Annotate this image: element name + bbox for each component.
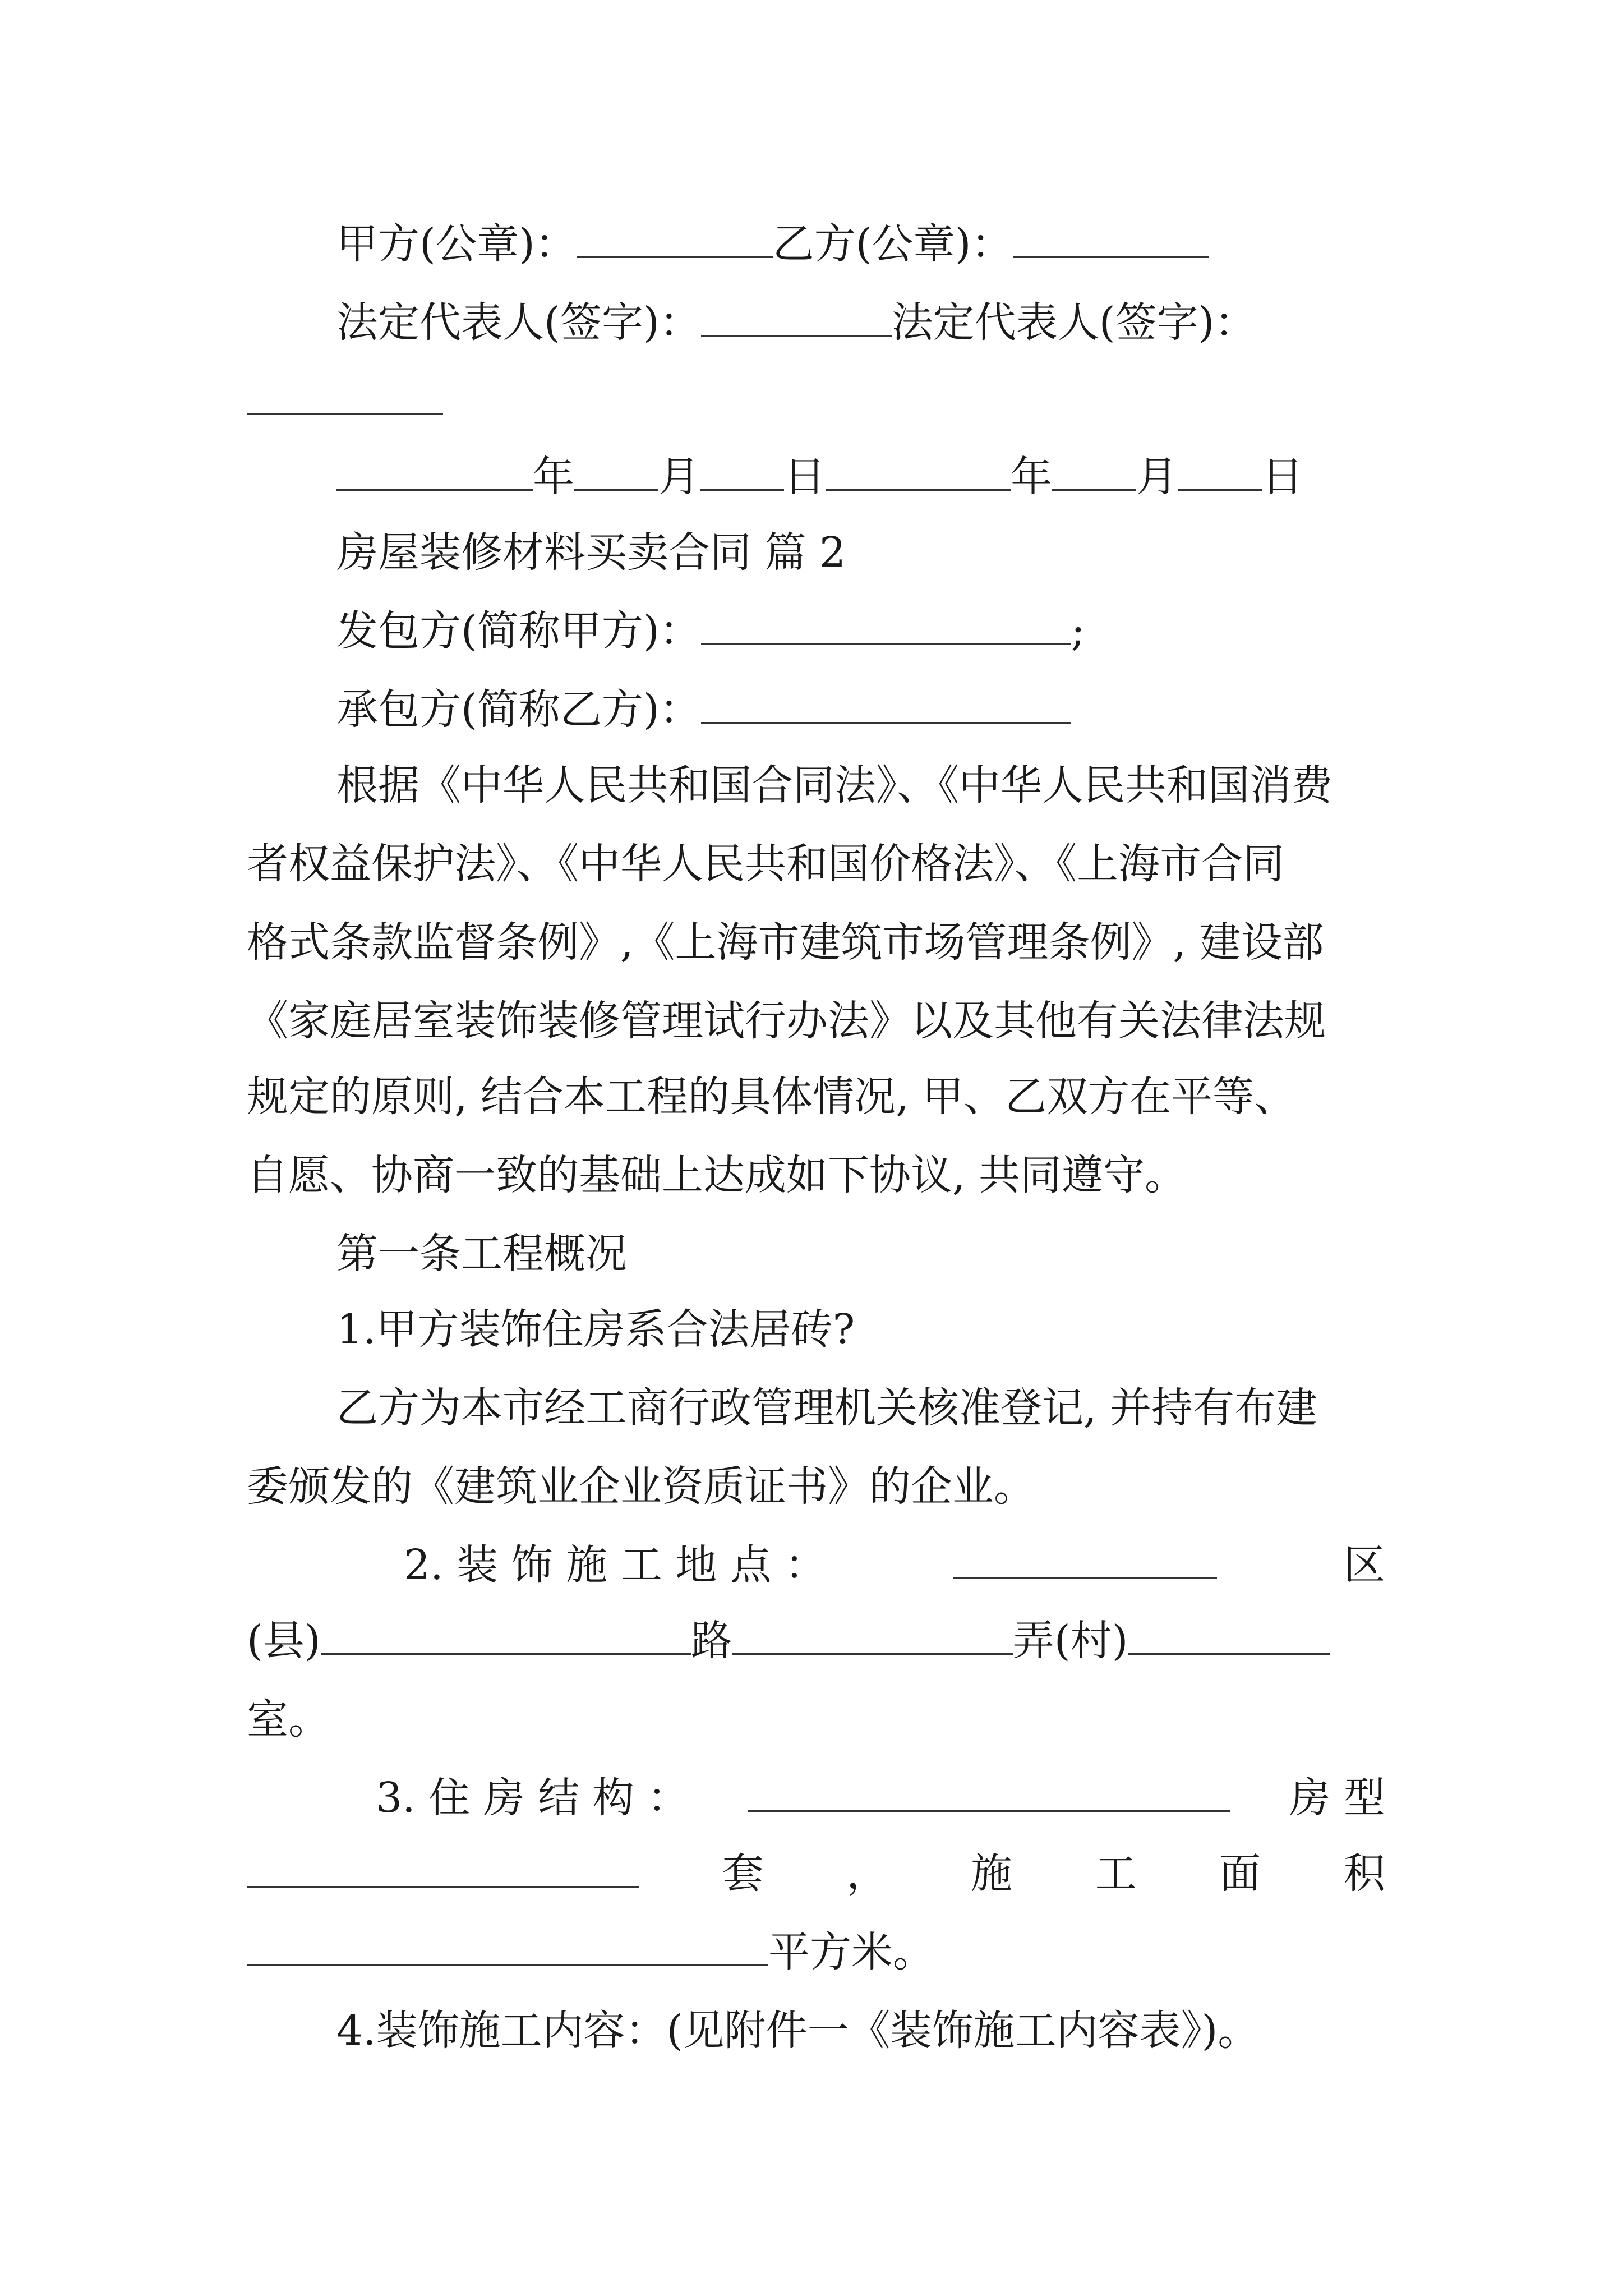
year-a-blank[interactable] xyxy=(336,450,533,491)
para1-line: 《家庭居室装饰装修管理试行办法》以及其他有关法律法规 xyxy=(247,997,1326,1045)
month-b-blank[interactable] xyxy=(1052,450,1136,491)
employer-blank[interactable] xyxy=(701,604,1071,645)
area-char: 面 xyxy=(1219,1849,1261,1898)
para1-line: 者权益保护法》、《中华人民共和国价格法》、《上海市合同 xyxy=(247,840,1284,888)
rep-b-blank[interactable] xyxy=(247,374,443,415)
item2-district: 区 xyxy=(1343,1541,1385,1589)
para2-line: 委颁发的《建筑业企业资质证书》的企业。 xyxy=(247,1462,1035,1511)
year-b-label: 年 xyxy=(1011,453,1052,501)
day-b-blank[interactable] xyxy=(1178,450,1262,491)
rep-b-blank-line xyxy=(247,373,443,429)
item3-area-line xyxy=(247,1924,934,1980)
item3-type: 房 型 xyxy=(1289,1774,1385,1822)
area-char: 工 xyxy=(1095,1849,1137,1898)
area-char: 施 xyxy=(970,1849,1012,1898)
month-a-blank[interactable] xyxy=(574,450,658,491)
employer-line xyxy=(336,603,1085,659)
area-blank[interactable] xyxy=(247,1925,768,1966)
road-label: 路 xyxy=(690,1617,732,1665)
item2-line xyxy=(404,1537,1385,1593)
date-line xyxy=(336,449,1303,505)
rep-a-blank[interactable] xyxy=(701,296,892,337)
year-a-label: 年 xyxy=(533,453,574,501)
employer-label: 发包方(简称甲方)： xyxy=(336,607,701,655)
month-a-label: 月 xyxy=(658,453,700,501)
rep-b-label: 法定代表人(签字)： xyxy=(891,298,1256,347)
para2-line: 乙方为本市经工商行政管理机关核准登记, 并持有布建 xyxy=(336,1384,1318,1432)
day-b-label: 日 xyxy=(1262,453,1303,501)
item3-label: 3. 住 房 结 构 ： xyxy=(376,1774,689,1822)
county-label: (县) xyxy=(247,1617,321,1665)
employer-end: ; xyxy=(1071,607,1085,655)
party-a-seal-blank[interactable] xyxy=(577,217,773,258)
para1-line: 自愿、协商一致的基础上达成如下协议, 共同遵守。 xyxy=(247,1151,1187,1199)
year-b-blank[interactable] xyxy=(826,450,1011,491)
party-b-seal-blank[interactable] xyxy=(1013,217,1209,258)
article1-title: 第一条工程概况 xyxy=(336,1230,627,1278)
type-blank[interactable] xyxy=(247,1847,639,1888)
day-a-blank[interactable] xyxy=(700,450,784,491)
item2-address-line xyxy=(247,1613,1385,1669)
item4: 4.装饰施工内容：(见附件一《装饰施工内容表》)。 xyxy=(336,2007,1260,2055)
road-blank[interactable] xyxy=(732,1614,1013,1655)
party-b-seal-label: 乙方(公章)： xyxy=(772,220,1013,268)
contractor-line xyxy=(336,682,1071,738)
para1-line: 根据《中华人民共和国合同法》、《中华人民共和国消费 xyxy=(336,761,1332,809)
item2-room: 室。 xyxy=(247,1695,330,1743)
item1: 1.甲方装饰住房系合法居砖? xyxy=(336,1305,855,1354)
item3-line xyxy=(376,1770,1385,1826)
item3-set: 套 xyxy=(722,1849,764,1898)
item3-set-line xyxy=(247,1846,1385,1902)
seal-line xyxy=(336,216,1209,272)
para1-line: 格式条款监督条例》,《上海市建筑市场管理条例》, 建设部 xyxy=(247,918,1324,967)
para1-line: 规定的原则, 结合本工程的具体情况, 甲、乙双方在平等、 xyxy=(247,1073,1296,1121)
area-char: 积 xyxy=(1343,1849,1385,1898)
structure-blank[interactable] xyxy=(748,1771,1230,1812)
contractor-label: 承包方(简称乙方)： xyxy=(336,685,701,734)
item3-comma: ， xyxy=(846,1849,888,1898)
month-b-label: 月 xyxy=(1136,453,1178,501)
contractor-blank[interactable] xyxy=(701,683,1071,724)
item3-unit: 平方米。 xyxy=(768,1928,934,1976)
day-a-label: 日 xyxy=(784,453,826,501)
district-blank[interactable] xyxy=(953,1538,1217,1579)
contract-heading: 房屋装修材料买卖合同 篇 2 xyxy=(336,528,846,577)
county-blank[interactable] xyxy=(321,1614,691,1655)
representative-line xyxy=(336,295,1256,351)
item2-label: 2. 装 饰 施 工 地 点 ： xyxy=(404,1541,827,1589)
rep-a-label: 法定代表人(签字)： xyxy=(336,298,701,347)
party-a-seal-label: 甲方(公章)： xyxy=(336,220,577,268)
lane-label: 弄(村) xyxy=(1012,1617,1128,1665)
lane-blank[interactable] xyxy=(1128,1614,1330,1655)
